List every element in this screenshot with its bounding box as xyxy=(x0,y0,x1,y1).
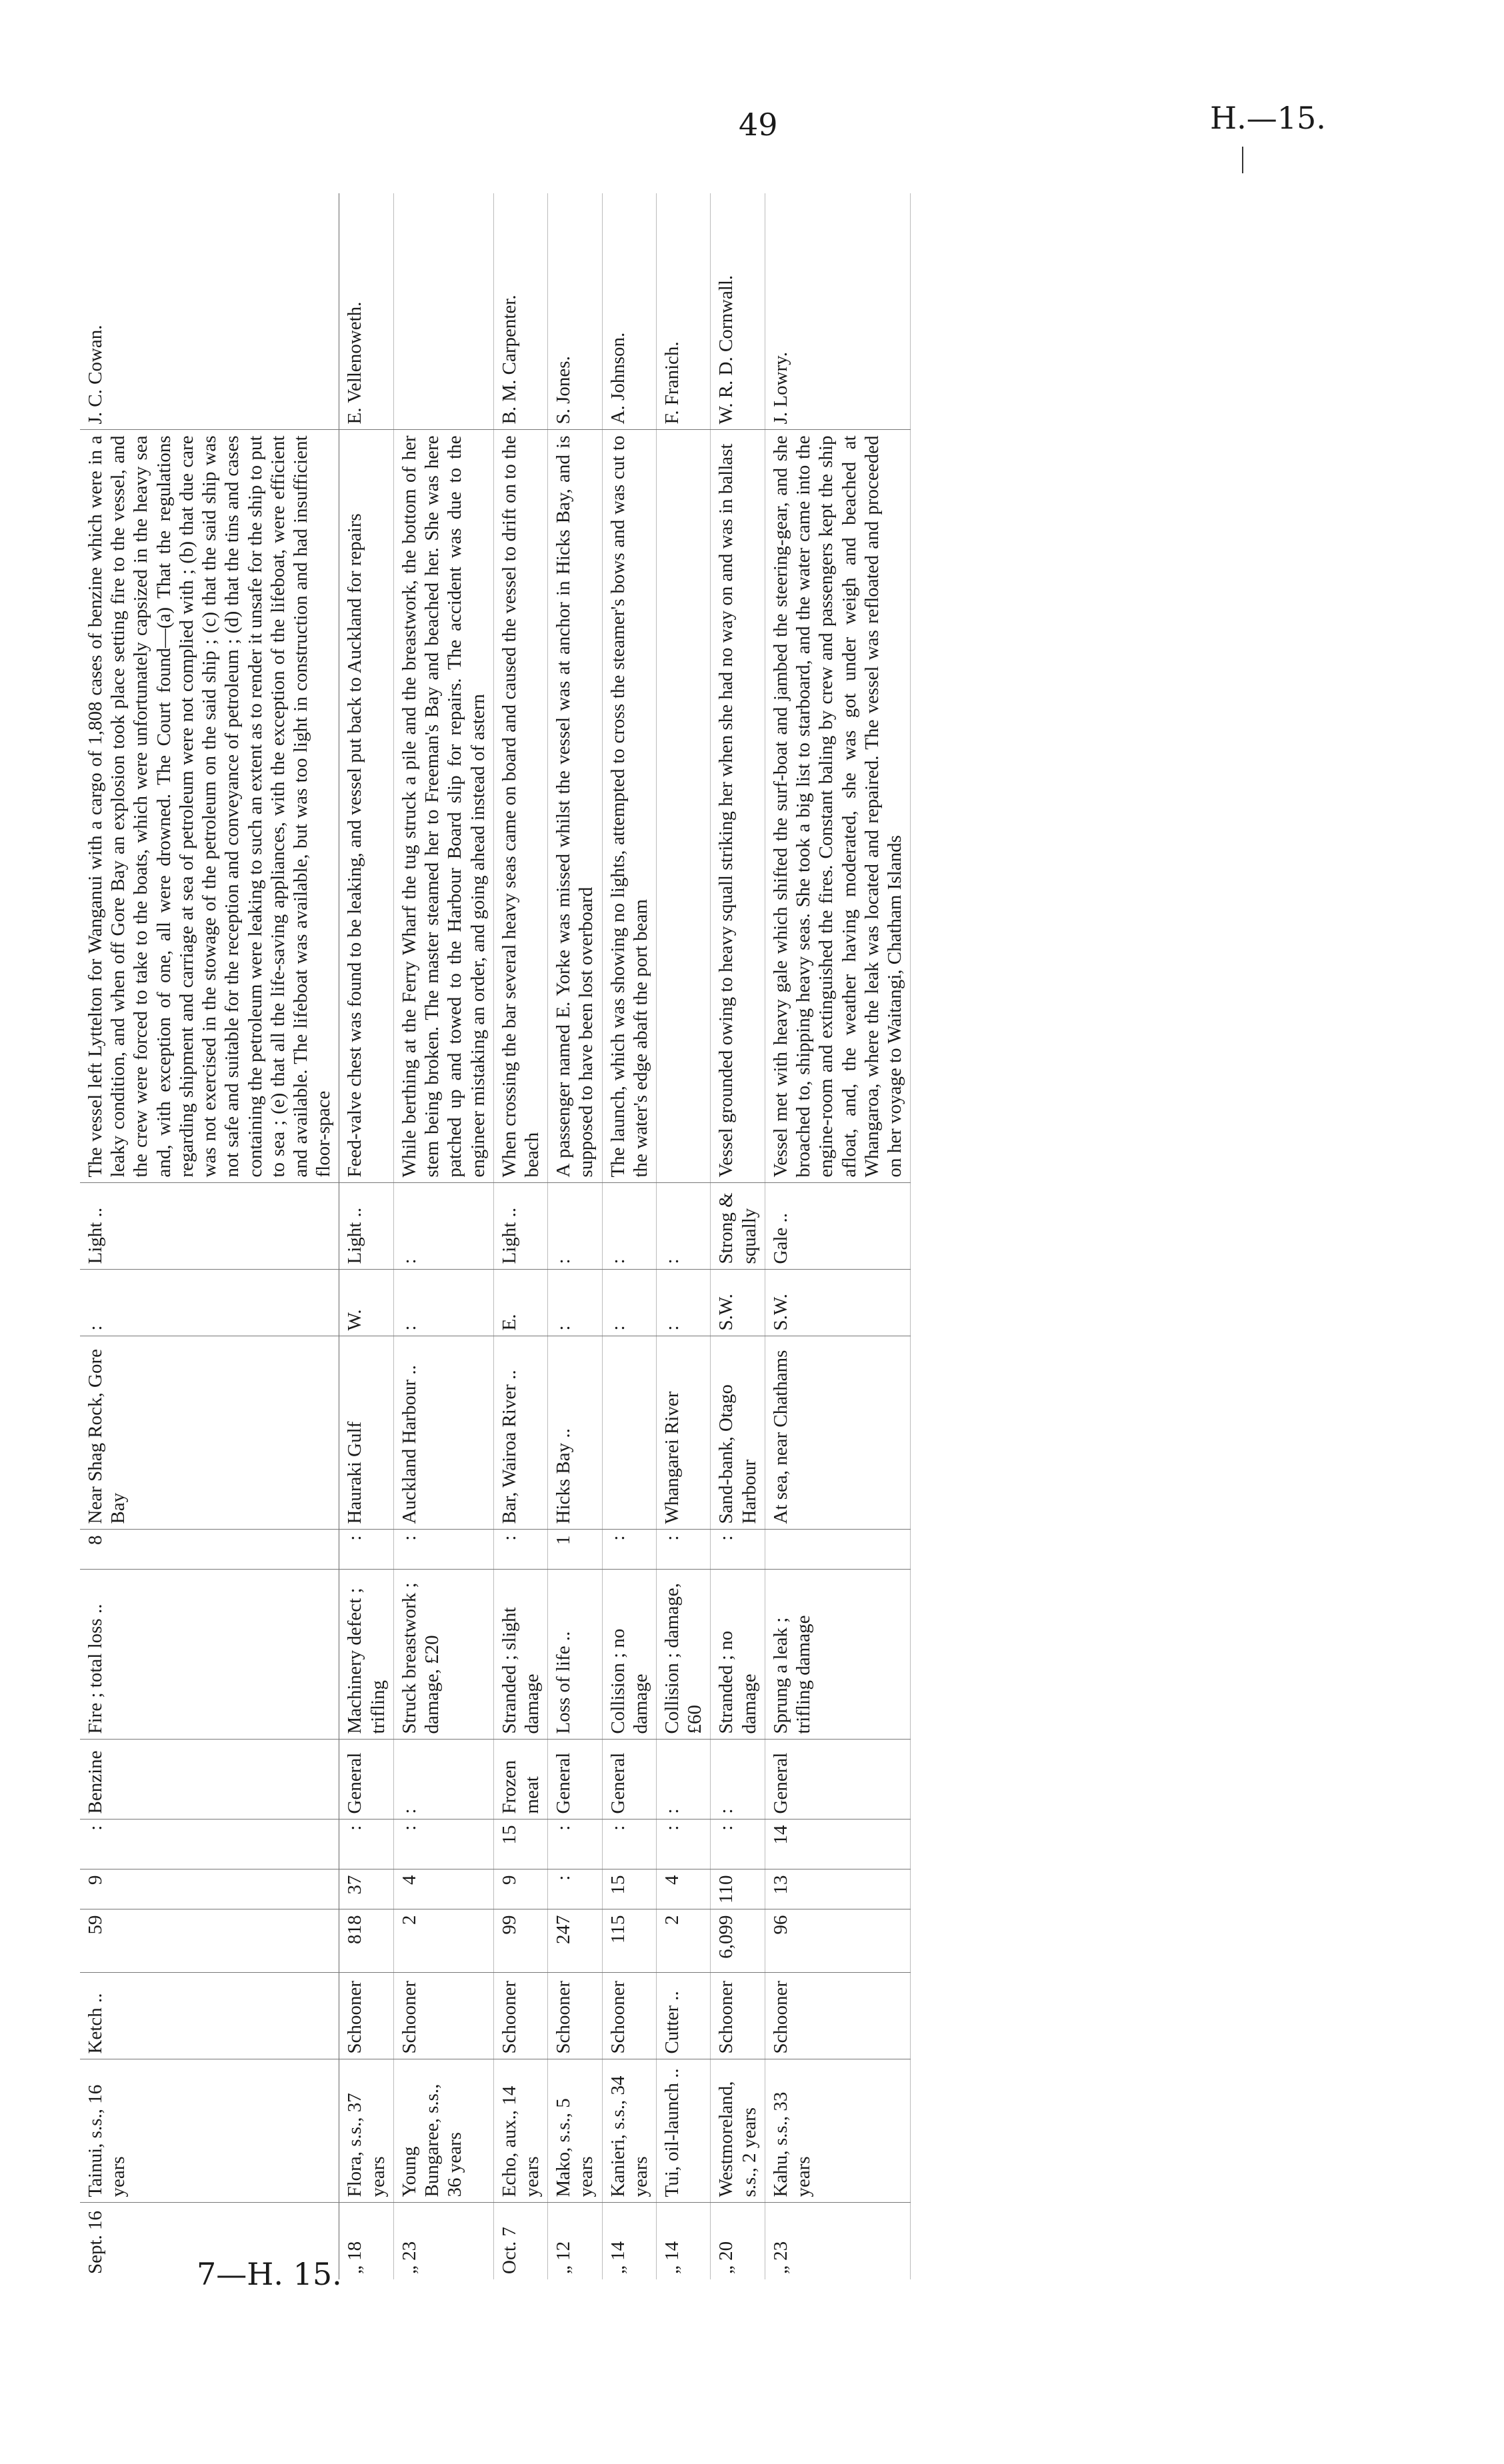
passengers-cell: : xyxy=(339,1820,393,1869)
description-cell: While berthing at the Ferry Wharf the tug struck a pile and the breastwork, the bottom of her stem being broken. The master steamed her to Freeman's Bay and beached her. She was here patched up and towed to the Harbour Board slip for repairs. The accident was due to the engineer mistaking an order, and going ahead instead of astern xyxy=(393,430,493,1183)
cargo-cell: General xyxy=(339,1740,393,1820)
vessel-cell: Kahu, s.s., 33 years xyxy=(765,2059,910,2203)
master-cell: A. Johnson. xyxy=(602,193,656,430)
passengers-cell: : xyxy=(657,1820,711,1869)
tonnage-cell: 247 xyxy=(548,1909,602,1973)
lives-lost-cell: : xyxy=(711,1530,765,1570)
locality-cell: Hauraki Gulf xyxy=(339,1336,393,1530)
casualty-nature-cell: Collision ; no damage xyxy=(602,1570,656,1740)
wind-direction-cell: : xyxy=(657,1270,711,1336)
passengers-cell: : xyxy=(602,1820,656,1869)
header-rule xyxy=(1242,147,1243,173)
wind-direction-cell: : xyxy=(602,1270,656,1336)
wind-force-cell: Light .. xyxy=(80,1183,339,1270)
date-cell: „ 20 xyxy=(715,2241,737,2274)
vessel-cell: Young Bungaree, s.s., 36 years xyxy=(393,2059,493,2203)
wind-direction-cell: E. xyxy=(493,1270,547,1336)
vessel-cell: Echo, aux., 14 years xyxy=(493,2059,547,2203)
casualty-nature-cell: Collision ; damage, £60 xyxy=(657,1570,711,1740)
master-cell: S. Jones. xyxy=(548,193,602,430)
tonnage-cell: 115 xyxy=(602,1909,656,1973)
rig-cell: Schooner xyxy=(393,1973,493,2059)
lives-lost-cell: : xyxy=(393,1530,493,1570)
lives-lost-cell: : xyxy=(339,1530,393,1570)
vessel-cell: Tainui, s.s., 16 years xyxy=(80,2059,339,2203)
tonnage-cell: 96 xyxy=(765,1909,910,1973)
crew-cell: : xyxy=(548,1869,602,1909)
date-cell: „ 23 xyxy=(769,2241,791,2274)
locality-cell: Bar, Wairoa River .. xyxy=(493,1336,547,1530)
locality-cell: At sea, near Chathams xyxy=(765,1336,910,1530)
wind-force-cell: Strong & squally xyxy=(711,1183,765,1270)
date-cell: „ 14 xyxy=(607,2241,629,2274)
rig-cell: Schooner xyxy=(548,1973,602,2059)
description-cell: The launch, which was showing no lights, attempted to cross the steamer's bows and was cut to the water's edge abaft the port beam xyxy=(602,430,656,1183)
rig-cell: Schooner xyxy=(493,1973,547,2059)
description-cell: A passenger named E. Yorke was missed whilst the vessel was at anchor in Hicks Bay, and is supposed to have been lost overboard xyxy=(548,430,602,1183)
master-cell: F. Franich. xyxy=(657,193,711,430)
table-row xyxy=(339,193,393,2279)
crew-cell: 9 xyxy=(80,1869,339,1909)
lives-lost-cell: 1 xyxy=(548,1530,602,1570)
casualty-nature-cell: Struck breastwork ; damage, £20 xyxy=(393,1570,493,1740)
wind-force-cell: : xyxy=(657,1183,711,1270)
master-cell: J. C. Cowan. xyxy=(80,193,339,430)
document-reference: H.—15. xyxy=(1210,100,1326,136)
tonnage-cell: 99 xyxy=(493,1909,547,1973)
cargo-cell: General xyxy=(765,1740,910,1820)
cargo-cell: Frozen meat xyxy=(493,1740,547,1820)
casualty-table-rotated xyxy=(80,193,1407,2279)
lives-lost-cell xyxy=(765,1530,910,1570)
cargo-cell: General xyxy=(548,1740,602,1820)
vessel-cell: Kanieri, s.s., 34 years xyxy=(602,2059,656,2203)
passengers-cell: 14 xyxy=(765,1820,910,1869)
rig-cell: Schooner xyxy=(711,1973,765,2059)
wind-direction-cell: : xyxy=(548,1270,602,1336)
tonnage-cell: 6,099 xyxy=(711,1909,765,1973)
locality-cell: Auckland Harbour .. xyxy=(393,1336,493,1530)
date-cell: Oct. 7 xyxy=(498,2227,520,2274)
tonnage-cell: 2 xyxy=(657,1909,711,1973)
date-cell: „ 23 xyxy=(398,2241,420,2274)
casualty-nature-cell: Fire ; total loss .. xyxy=(80,1570,339,1740)
table-row xyxy=(711,193,765,2279)
cargo-cell: : xyxy=(657,1740,711,1820)
wind-force-cell: : xyxy=(602,1183,656,1270)
passengers-cell: : xyxy=(548,1820,602,1869)
cargo-cell: General xyxy=(602,1740,656,1820)
casualty-nature-cell: Loss of life .. xyxy=(548,1570,602,1740)
casualty-table xyxy=(80,193,911,2279)
crew-cell: 15 xyxy=(602,1869,656,1909)
description-cell: Vessel grounded owing to heavy squall striking her when she had no way on and was in ballast xyxy=(711,430,765,1183)
cargo-cell: : xyxy=(393,1740,493,1820)
passengers-cell: : xyxy=(393,1820,493,1869)
cargo-cell: : xyxy=(711,1740,765,1820)
master-cell: J. Lowry. xyxy=(765,193,910,430)
page-number: 49 xyxy=(739,107,778,143)
locality-cell: Near Shag Rock, Gore Bay xyxy=(80,1336,339,1530)
locality-cell: Sand-bank, Otago Harbour xyxy=(711,1336,765,1530)
passengers-cell: 15 xyxy=(493,1820,547,1869)
description-cell: When crossing the bar several heavy seas came on board and caused the vessel to drift on to the beach xyxy=(493,430,547,1183)
table-row xyxy=(548,193,602,2279)
wind-direction-cell: S.W. xyxy=(765,1270,910,1336)
rig-cell: Schooner xyxy=(339,1973,393,2059)
casualty-nature-cell: Sprung a leak ; trifling damage xyxy=(765,1570,910,1740)
lives-lost-cell: : xyxy=(657,1530,711,1570)
wind-direction-cell: S.W. xyxy=(711,1270,765,1336)
master-cell: W. R. D. Cornwall. xyxy=(711,193,765,430)
crew-cell: 9 xyxy=(493,1869,547,1909)
rig-cell: Schooner xyxy=(765,1973,910,2059)
crew-cell: 4 xyxy=(393,1869,493,1909)
date-cell: „ 14 xyxy=(661,2241,683,2274)
locality-cell: Hicks Bay .. xyxy=(548,1336,602,1530)
crew-cell: 110 xyxy=(711,1869,765,1909)
page-footer: 7—H. 15. xyxy=(197,2256,342,2292)
description-cell: The vessel left Lyttelton for Wanganui with a cargo of 1,808 cases of benzine which were in a leaky condition, and when off Gore Bay an explosion took place setting fire to the vessel, and the crew were forced to take to the boats, which were unfortunately capsized in the heavy sea and, with exception of one, all were drowned. The Court found—(a) That the regulations regarding shipment and carriage at sea of petroleum were not complied with ; (b) that due care was not exercised in the stowage of the petroleum on the said ship ; (c) that the said ship was not safe and suitable for the reception and conveyance of petroleum ; (d) that the tins and cases containing the petroleum were leaking to such an extent as to render it unsafe for the ship to put to sea ; (e) that all the life-saving appliances, with the exception of the lifeboat, were efficient and available. The lifeboat was available, but was too light in construction and had insufficient floor-space xyxy=(80,430,339,1183)
table-row xyxy=(765,193,910,2279)
vessel-cell: Tui, oil-launch .. xyxy=(657,2059,711,2203)
casualty-nature-cell: Stranded ; slight damage xyxy=(493,1570,547,1740)
vessel-cell: Mako, s.s., 5 years xyxy=(548,2059,602,2203)
tonnage-cell: 2 xyxy=(393,1909,493,1973)
passengers-cell: : xyxy=(80,1820,339,1869)
lives-lost-cell: 8 xyxy=(80,1530,339,1570)
wind-force-cell: : xyxy=(393,1183,493,1270)
wind-force-cell: Gale .. xyxy=(765,1183,910,1270)
crew-cell: 37 xyxy=(339,1869,393,1909)
wind-force-cell: : xyxy=(548,1183,602,1270)
locality-cell xyxy=(602,1336,656,1530)
date-cell: Sept. 16 xyxy=(85,2210,106,2274)
description-cell xyxy=(657,430,711,1183)
tonnage-cell: 818 xyxy=(339,1909,393,1973)
tonnage-cell: 59 xyxy=(80,1909,339,1973)
master-cell: B. M. Carpenter. xyxy=(493,193,547,430)
cargo-cell: Benzine xyxy=(80,1740,339,1820)
wind-direction-cell: W. xyxy=(339,1270,393,1336)
passengers-cell: : xyxy=(711,1820,765,1869)
wind-force-cell: Light .. xyxy=(339,1183,393,1270)
date-cell: „ 12 xyxy=(553,2241,575,2274)
description-cell: Feed-valve chest was found to be leaking, and vessel put back to Auckland for repairs xyxy=(339,430,393,1183)
master-cell: E. Vellenoweth. xyxy=(339,193,393,430)
locality-cell: Whangarei River xyxy=(657,1336,711,1530)
table-row xyxy=(393,193,493,2279)
table-row xyxy=(80,193,339,2279)
casualty-nature-cell: Stranded ; no damage xyxy=(711,1570,765,1740)
lives-lost-cell: : xyxy=(602,1530,656,1570)
vessel-cell: Flora, s.s., 37 years xyxy=(339,2059,393,2203)
rig-cell: Ketch .. xyxy=(80,1973,339,2059)
rig-cell: Schooner xyxy=(602,1973,656,2059)
crew-cell: 4 xyxy=(657,1869,711,1909)
master-cell xyxy=(393,193,493,430)
rig-cell: Cutter .. xyxy=(657,1973,711,2059)
lives-lost-cell: : xyxy=(493,1530,547,1570)
wind-direction-cell: : xyxy=(393,1270,493,1336)
table-row xyxy=(493,193,547,2279)
table-row xyxy=(602,193,656,2279)
description-cell: Vessel met with heavy gale which shifted the surf-boat and jambed the steering-gear, and she broached to, shipping heavy seas. She took a big list to starboard, and the water came into the engine-room and extinguished the fires. Constant baling by crew and passengers kept the ship afloat, and, the weather having moderated, she was got under weigh and beached at Whangaroa, where the leak was located and repaired. The vessel was refloated and proceeded on her voyage to Waitangi, Chatham Islands xyxy=(765,430,910,1183)
crew-cell: 13 xyxy=(765,1869,910,1909)
vessel-cell: Westmoreland, s.s., 2 years xyxy=(711,2059,765,2203)
wind-force-cell: Light .. xyxy=(493,1183,547,1270)
casualty-nature-cell: Machinery defect ; trifling xyxy=(339,1570,393,1740)
table-row xyxy=(657,193,711,2279)
date-cell: „ 18 xyxy=(344,2241,366,2274)
wind-direction-cell: : xyxy=(80,1270,339,1336)
